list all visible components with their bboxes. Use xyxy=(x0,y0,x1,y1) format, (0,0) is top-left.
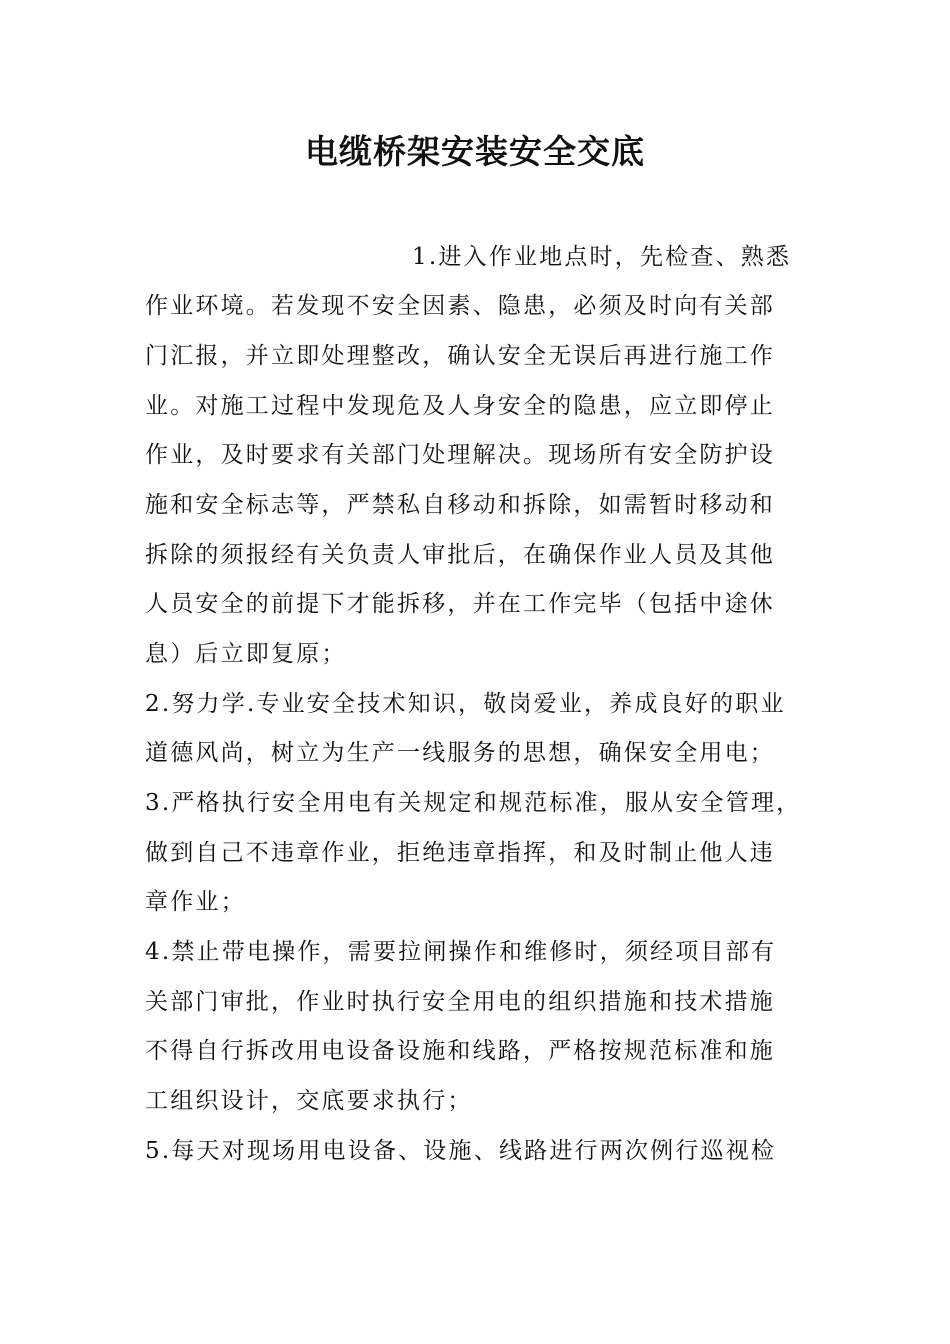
body-line-17: 不得自行拆改用电设备设施和线路，严格按规范标准和施 xyxy=(145,1038,775,1064)
body-line-10: 2.努力学.专业安全技术知识，敬岗爱业，养成良好的职业 xyxy=(145,691,786,717)
body-line-8: 人员安全的前提下才能拆移，并在工作完毕（包括中途休 xyxy=(145,591,775,617)
body-line-2: 作业环境。若发现不安全因素、隐患，必须及时向有关部 xyxy=(145,293,775,319)
body-line-3: 门汇报，并立即处理整改，确认安全无误后再进行施工作 xyxy=(145,343,775,369)
body-line-12: 3.严格执行安全用电有关规定和规范标准，服从安全管理， xyxy=(145,790,802,816)
body-line-15: 4.禁止带电操作，需要拉闸操作和维修时，须经项目部有 xyxy=(145,939,777,965)
body-line-19: 5.每天对现场用电设备、设施、线路进行两次例行巡视检 xyxy=(145,1138,777,1164)
body-line-14: 章作业； xyxy=(145,889,246,915)
body-line-18: 工组织设计，交底要求执行； xyxy=(145,1088,473,1114)
body-line-4: 业。对施工过程中发现危及人身安全的隐患，应立即停止 xyxy=(145,393,775,419)
body-line-9: 息）后立即复原； xyxy=(145,641,347,667)
body-line-13: 做到自己不违章作业，拒绝违章指挥，和及时制止他人违 xyxy=(145,840,775,866)
body-line-1: 1.进入作业地点时，先检查、熟悉 xyxy=(412,244,792,270)
body-line-5: 作业，及时要求有关部门处理解决。现场所有安全防护设 xyxy=(145,442,775,468)
body-line-7: 拆除的须报经有关负责人审批后，在确保作业人员及其他 xyxy=(145,542,775,568)
body-line-16: 关部门审批，作业时执行安全用电的组织措施和技术措施 xyxy=(145,989,775,1015)
body-line-11: 道德风尚，树立为生产一线服务的思想，确保安全用电； xyxy=(145,740,775,766)
document-title: 电缆桥架安装安全交底 xyxy=(305,132,645,171)
body-line-6: 施和安全标志等，严禁私自移动和拆除，如需暂时移动和 xyxy=(145,492,775,518)
